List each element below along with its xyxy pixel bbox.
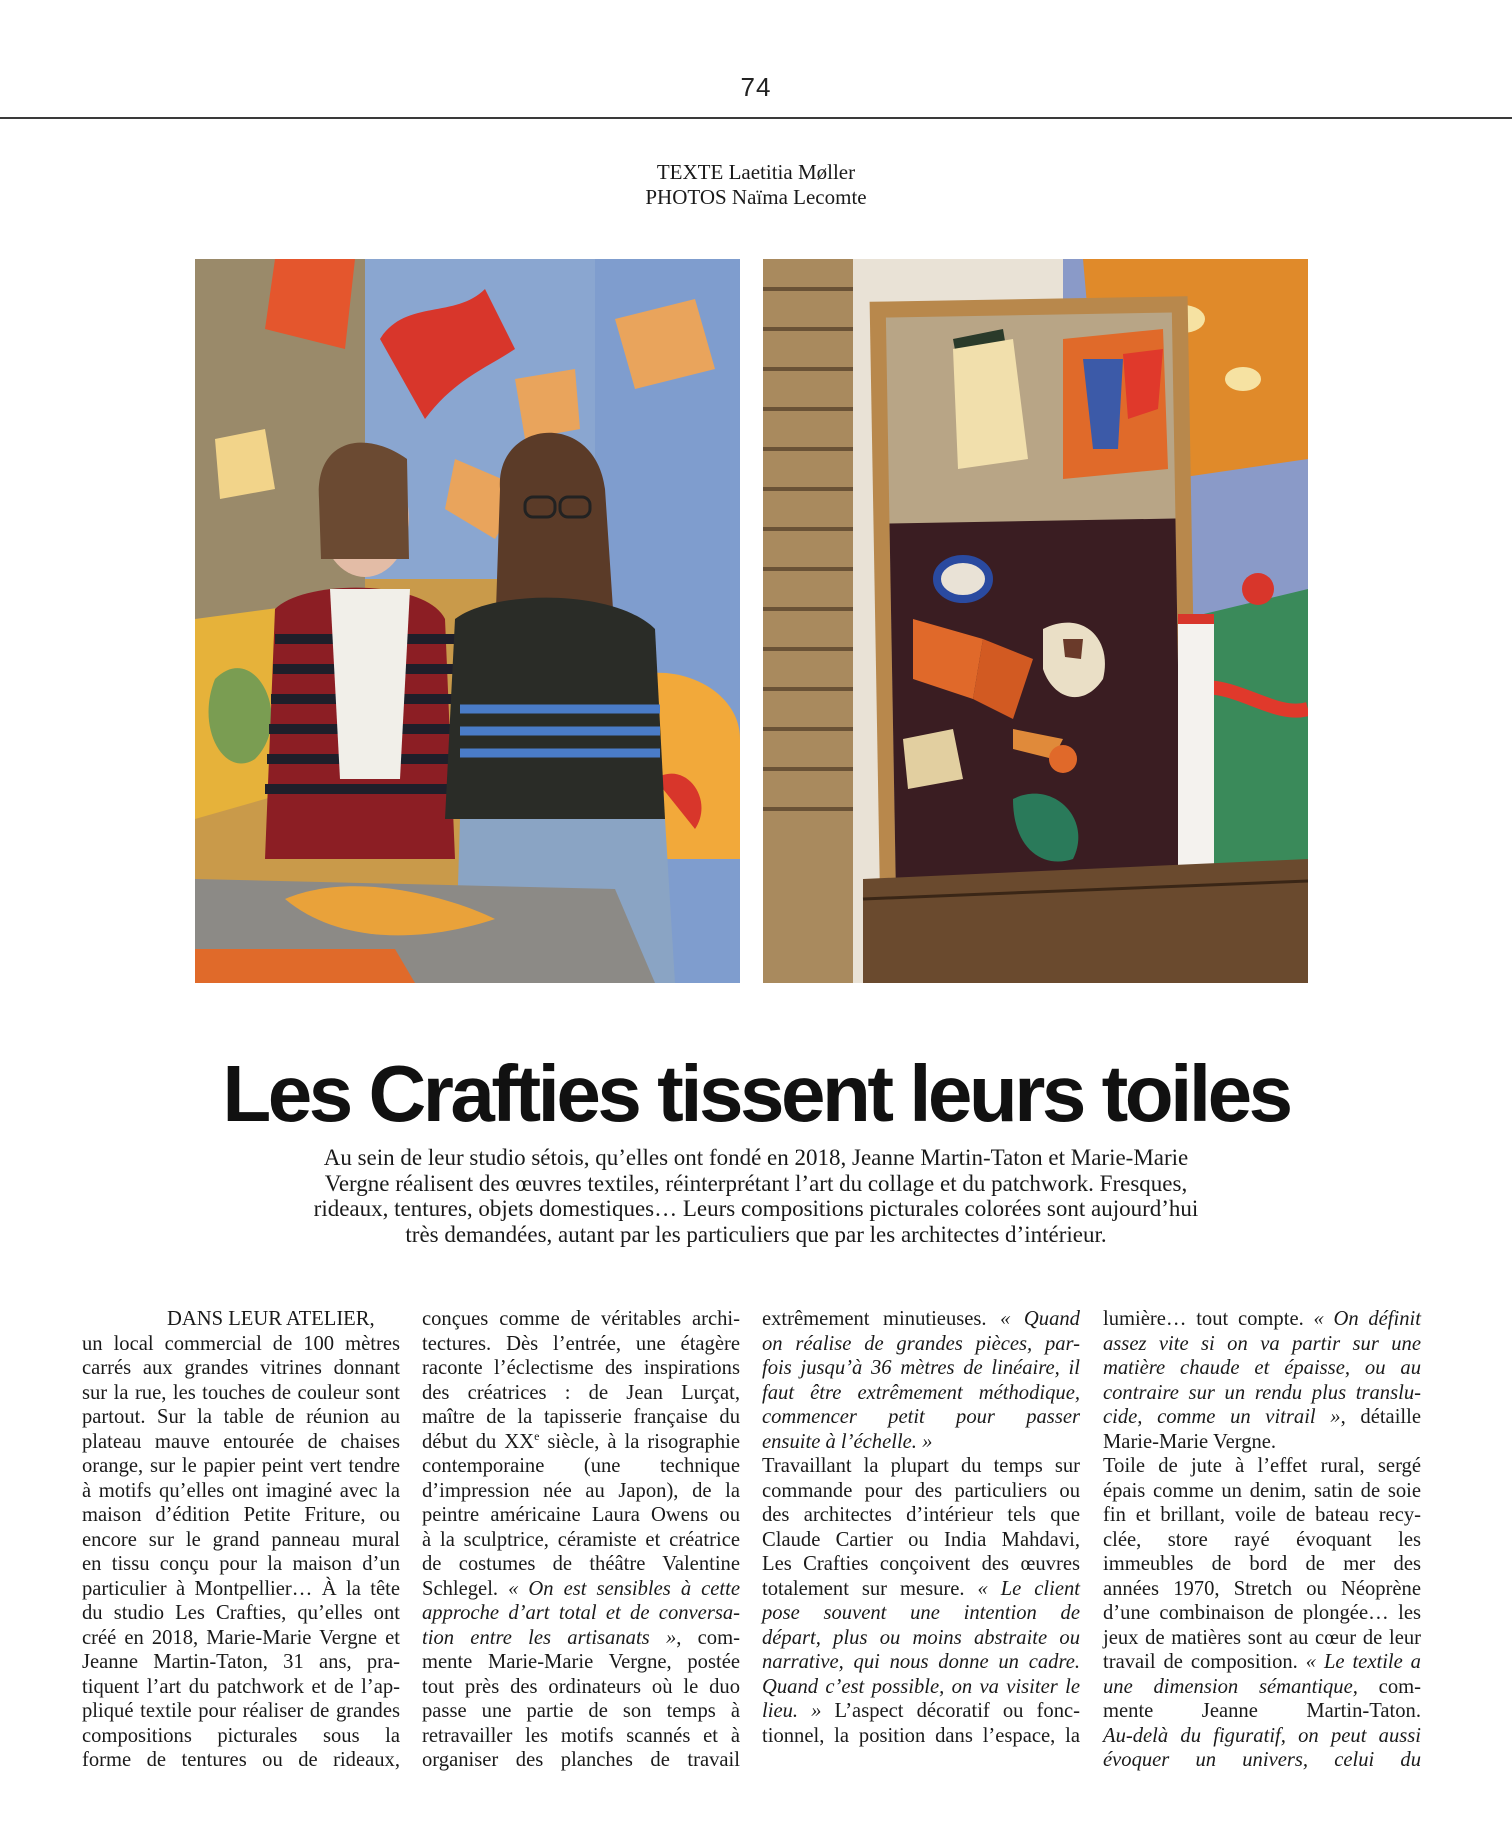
text-line: années 1970, Stretch ou Néoprène <box>1103 1577 1421 1600</box>
quote-fragment: faut être extrêmement méthodique, <box>762 1381 1080 1404</box>
text-line: à la sculptrice, céramiste et créatrice <box>422 1528 740 1551</box>
superscript: e <box>534 1428 540 1443</box>
text-line: tiquent l’art du patchwork et de l’ap- <box>82 1675 400 1698</box>
text-line: des architectes d’intérieur tels que <box>762 1504 1080 1526</box>
standfirst-line: rideaux, tentures, objets domestiques… Leurs compositions picturales colorées sont aujourd’hui <box>313 1196 1199 1221</box>
standfirst-line: Vergne réalisent des œuvres textiles, réinterprétant l’art du collage et du patchwork. Fresques, <box>324 1170 1188 1196</box>
text-line <box>1103 1307 1421 1332</box>
text-line: pliqué textile pour réaliser de grandes <box>82 1700 400 1722</box>
text-line: en tissu conçu pour la maison d’un <box>82 1553 400 1575</box>
text-line <box>762 1307 1080 1332</box>
quote-fragment: « Le client <box>977 1577 1080 1600</box>
text-line: Jeanne Martin-Taton, 31 ans, pra- <box>82 1651 400 1673</box>
quote-fragment: cide, comme un vitrail » <box>1103 1406 1341 1428</box>
page-number: 74 <box>740 72 772 102</box>
text-line: plateau mauve entourée de chaises <box>82 1430 400 1453</box>
standfirst-line: Au sein de leur studio sétois, qu’elles ont fondé en 2018, Jeanne Martin-Taton et Marie-Marie <box>323 1145 1189 1170</box>
quote-fragment: narrative, qui nous donne un cadre. <box>762 1651 1080 1673</box>
text-line: mente Marie-Marie Vergne, postée <box>422 1651 740 1673</box>
quote-fragment: contraire sur un rendu plus translu- <box>1103 1381 1421 1404</box>
quote-line <box>762 1430 1080 1455</box>
quote-fragment: Au-delà du figuratif, on peut aussi <box>1103 1724 1421 1747</box>
text-line: forme de tentures ou de rideaux, <box>82 1749 400 1771</box>
text-line: compositions picturales sous la <box>82 1724 400 1747</box>
text-line: orange, sur le papier peint vert tendre <box>82 1455 400 1477</box>
text-fragment: totalement sur mesure. <box>762 1577 978 1600</box>
text-line <box>762 1577 1080 1602</box>
quote-fragment: « Le textile a <box>1305 1651 1421 1673</box>
text-fragment: lumière… tout compte. <box>1103 1308 1314 1330</box>
header-rule <box>0 117 1512 119</box>
text-line <box>1103 1405 1421 1430</box>
quote-fragment: matière chaude et épaisse, ou au <box>1103 1357 1421 1379</box>
article-column-3 <box>762 1307 1080 1748</box>
quote-fragment: pose souvent une intention de <box>762 1602 1080 1624</box>
quote-fragment: fois jusqu’à 36 mètres de linéaire, il <box>762 1357 1080 1379</box>
quote-line <box>762 1381 1080 1406</box>
text-fragment: siècle, à la risographie <box>539 1430 740 1453</box>
quote-line <box>1103 1381 1421 1406</box>
quote-fragment: commencer petit pour passer <box>762 1406 1080 1428</box>
text-line: particulier à Montpellier… À la tête <box>82 1577 400 1600</box>
text-line: du studio Les Crafties, qu’elles ont <box>82 1602 400 1624</box>
article-column-2 <box>422 1307 740 1773</box>
quote-fragment: départ, plus ou moins abstraite ou <box>762 1626 1080 1649</box>
text-line: Marie-Marie Vergne. <box>1103 1430 1277 1453</box>
text-line <box>422 1577 740 1602</box>
quote-fragment: « On définit <box>1313 1308 1421 1330</box>
text-line: retravailler les motifs scannés et à <box>422 1724 740 1747</box>
quote-fragment: évoquer un univers, celui du <box>1103 1749 1421 1771</box>
text-line: un local commercial de 100 mètres <box>82 1332 400 1355</box>
quote-fragment: lieu. » <box>762 1700 822 1722</box>
text-fragment: début du XX <box>422 1430 535 1453</box>
text-line <box>762 1699 1080 1724</box>
framed-textile-photo <box>763 259 1308 983</box>
quote-line <box>422 1601 740 1626</box>
text-fragment: travail de composition. <box>1103 1651 1306 1673</box>
portrait-photo <box>195 259 740 983</box>
text-line: à motifs qu’elles ont imaginé avec la <box>82 1479 400 1502</box>
text-fragment: Schlegel. <box>422 1577 509 1600</box>
text-line: maison d’édition Petite Friture, ou <box>82 1504 400 1526</box>
text-line: fin et brillant, voile de bateau recy- <box>1103 1504 1421 1526</box>
quote-line <box>1103 1724 1421 1749</box>
quote-line <box>762 1650 1080 1675</box>
text-credit: TEXTE Laetitia Møller <box>656 160 856 184</box>
text-line: peintre américaine Laura Owens ou <box>422 1504 740 1526</box>
article-headline: Les Crafties tissent leurs toiles <box>222 1049 1290 1138</box>
quote-line <box>762 1332 1080 1357</box>
text-line: Les Crafties conçoivent des œuvres <box>762 1553 1080 1575</box>
text-line: encore sur le grand panneau mural <box>82 1528 400 1551</box>
text-line: immeubles de bord de mer des <box>1103 1553 1421 1575</box>
text-line <box>1103 1650 1421 1675</box>
quote-fragment: « On est sensibles à cette <box>508 1577 740 1600</box>
text-line: créé en 2018, Marie-Marie Vergne et <box>82 1626 400 1649</box>
credits <box>0 160 1512 210</box>
lead-in: DANS LEUR ATELIER, <box>167 1308 375 1330</box>
text-line: commande pour des particuliers ou <box>762 1479 1080 1502</box>
text-line: des créatrices : de Jean Lurçat, <box>422 1381 740 1404</box>
text-line: d’une combinaison de plongée… les <box>1103 1602 1421 1624</box>
text-line: tout près des ordinateurs où le duo <box>422 1675 740 1698</box>
text-line: tionnel, la position dans l’espace, la <box>762 1724 1080 1747</box>
quote-line <box>762 1356 1080 1381</box>
standfirst <box>250 1145 1262 1247</box>
quote-line <box>762 1405 1080 1430</box>
text-line: contemporaine (une technique <box>422 1455 740 1477</box>
quote-fragment: « Quand <box>1000 1308 1080 1330</box>
text-line: passe une partie de son temps à <box>422 1700 740 1722</box>
text-fragment: extrêmement minutieuses. <box>762 1308 1001 1330</box>
text-line: Claude Cartier ou India Mahdavi, <box>762 1528 1080 1551</box>
text-line: Travaillant la plupart du temps sur <box>762 1455 1080 1477</box>
photo-credit: PHOTOS Naïma Lecomte <box>645 185 867 209</box>
text-fragment: L’aspect décoratif ou fonc- <box>821 1700 1080 1722</box>
quote-line <box>1103 1332 1421 1357</box>
quote-fragment: Quand c’est possible, on va visiter le <box>762 1675 1080 1698</box>
text-line: raconte l’éclectisme des inspirations <box>422 1357 740 1379</box>
text-line: de costumes de théâtre Valentine <box>422 1553 740 1575</box>
quote-fragment: ensuite à l’échelle. » <box>762 1430 933 1453</box>
text-line: jeux de matières sont au cœur de leur <box>1103 1626 1421 1649</box>
text-line <box>422 1430 740 1455</box>
quote-fragment: tion entre les artisanats » <box>422 1626 677 1649</box>
text-line: d’impression née au Japon), de la <box>422 1479 740 1502</box>
text-fragment: com- <box>1357 1675 1421 1698</box>
text-fragment: , détaille <box>1340 1406 1421 1428</box>
article-column-1 <box>82 1307 400 1773</box>
quote-fragment: on réalise de grandes pièces, par- <box>762 1332 1080 1355</box>
quote-line <box>762 1601 1080 1626</box>
text-line: maître de la tapisserie française du <box>422 1406 740 1428</box>
quote-line <box>1103 1748 1421 1773</box>
text-line <box>1103 1675 1421 1700</box>
text-line: mente Jeanne Martin-Taton. <box>1103 1700 1421 1722</box>
quote-fragment: une dimension sémantique, <box>1103 1675 1358 1698</box>
quote-fragment: assez vite si on va partir sur une <box>1103 1332 1421 1355</box>
text-line: clée, store rayé évoquant les <box>1103 1528 1421 1551</box>
text-line: sur la rue, les touches de couleur sont <box>82 1381 400 1404</box>
quote-fragment: approche d’art total et de conversa- <box>422 1602 740 1624</box>
standfirst-line: très demandées, autant par les particuliers que par les architectes d’intérieur. <box>405 1221 1107 1247</box>
quote-line <box>762 1675 1080 1700</box>
text-line: partout. Sur la table de réunion au <box>82 1406 400 1428</box>
text-line: tectures. Dès l’entrée, une étagère <box>422 1332 740 1355</box>
quote-line <box>1103 1356 1421 1381</box>
text-line <box>422 1626 740 1651</box>
text-line: Toile de jute à l’effet rural, sergé <box>1103 1455 1421 1477</box>
text-fragment: , com- <box>676 1626 740 1649</box>
article-column-4 <box>1103 1307 1421 1773</box>
text-line: carrés aux grandes vitrines donnant <box>82 1357 400 1379</box>
text-line: conçues comme de véritables archi- <box>422 1308 740 1330</box>
text-line: épais comme un denim, satin de soie <box>1103 1479 1421 1502</box>
quote-line <box>762 1626 1080 1651</box>
text-line: organiser des planches de travail <box>422 1749 740 1771</box>
